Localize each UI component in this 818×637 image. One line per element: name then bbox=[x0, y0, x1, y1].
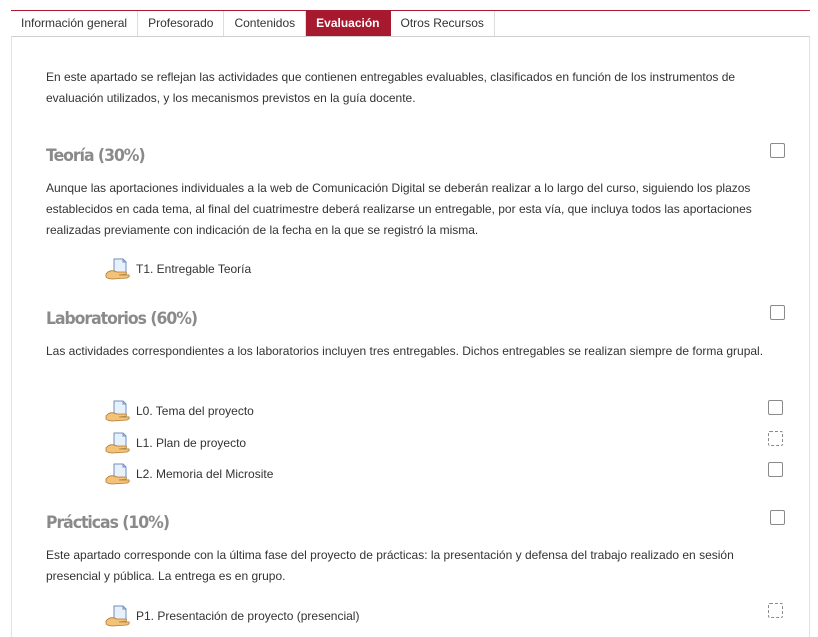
tab-profesorado[interactable]: Profesorado bbox=[138, 11, 224, 36]
activity-label[interactable]: L0. Tema del proyecto bbox=[136, 404, 254, 418]
assignment-hand-icon bbox=[105, 400, 131, 422]
activity-label[interactable]: L2. Memoria del Microsite bbox=[136, 467, 274, 481]
tab-otros-recursos[interactable]: Otros Recursos bbox=[391, 11, 495, 36]
section-title-teoria: Teoría (30%) bbox=[46, 146, 145, 166]
assignment-hand-icon bbox=[105, 258, 131, 280]
tab-informacion-general[interactable]: Información general bbox=[11, 11, 138, 36]
completion-checkbox-icon[interactable] bbox=[768, 462, 783, 477]
section-title-laboratorios: Laboratorios (60%) bbox=[46, 309, 198, 329]
activity-label[interactable]: T1. Entregable Teoría bbox=[136, 262, 252, 276]
activity-p1[interactable] bbox=[105, 605, 359, 627]
completion-checkbox-icon[interactable] bbox=[768, 400, 783, 415]
tab-contenidos[interactable]: Contenidos bbox=[224, 11, 306, 36]
completion-checkbox-icon[interactable] bbox=[768, 603, 783, 618]
course-tabs bbox=[11, 10, 810, 36]
intro-text: En este apartado se reflejan las actividades que contienen entregables evaluables, clasificados en función de los instrumentos de evaluación utilizados, y los mecanismos previstos en la guía docente. bbox=[46, 70, 736, 105]
activity-l1[interactable] bbox=[105, 432, 246, 454]
completion-checkbox-icon[interactable] bbox=[770, 143, 785, 158]
assignment-hand-icon bbox=[105, 605, 131, 627]
assignment-hand-icon bbox=[105, 432, 131, 454]
activity-l2[interactable] bbox=[105, 463, 273, 485]
tab-evaluacion[interactable]: Evaluación bbox=[306, 11, 390, 36]
completion-checkbox-icon[interactable] bbox=[770, 510, 785, 525]
section-description-laboratorios: Las actividades correspondientes a los laboratorios incluyen tres entregables. Dichos entregables se realizan siempre de forma grupal. bbox=[46, 344, 764, 358]
completion-checkbox-icon[interactable] bbox=[770, 305, 785, 320]
activity-l0[interactable] bbox=[105, 400, 254, 422]
activity-label[interactable]: L1. Plan de proyecto bbox=[136, 436, 247, 450]
activity-t1[interactable] bbox=[105, 258, 251, 280]
section-description-teoria: Aunque las aportaciones individuales a la web de Comunicación Digital se deberán realizar a lo largo del curso, siguiendo los plazos establecidos en cada tema, al final del cuatrimestre deberá realizarse un entregable, por esta vía, que incluya todos las aportaciones realizadas previamente con indicación de la fecha en la que se registró la misma. bbox=[46, 181, 752, 237]
section-title-practicas: Prácticas (10%) bbox=[46, 513, 169, 533]
assignment-hand-icon bbox=[105, 463, 131, 485]
completion-checkbox-icon[interactable] bbox=[768, 431, 783, 446]
activity-label[interactable]: P1. Presentación de proyecto (presencial) bbox=[136, 609, 360, 623]
section-description-practicas: Este apartado corresponde con la última fase del proyecto de prácticas: la presentación y defensa del trabajo realizado en sesión presencial y pública. La entrega es en grupo. bbox=[46, 548, 734, 583]
